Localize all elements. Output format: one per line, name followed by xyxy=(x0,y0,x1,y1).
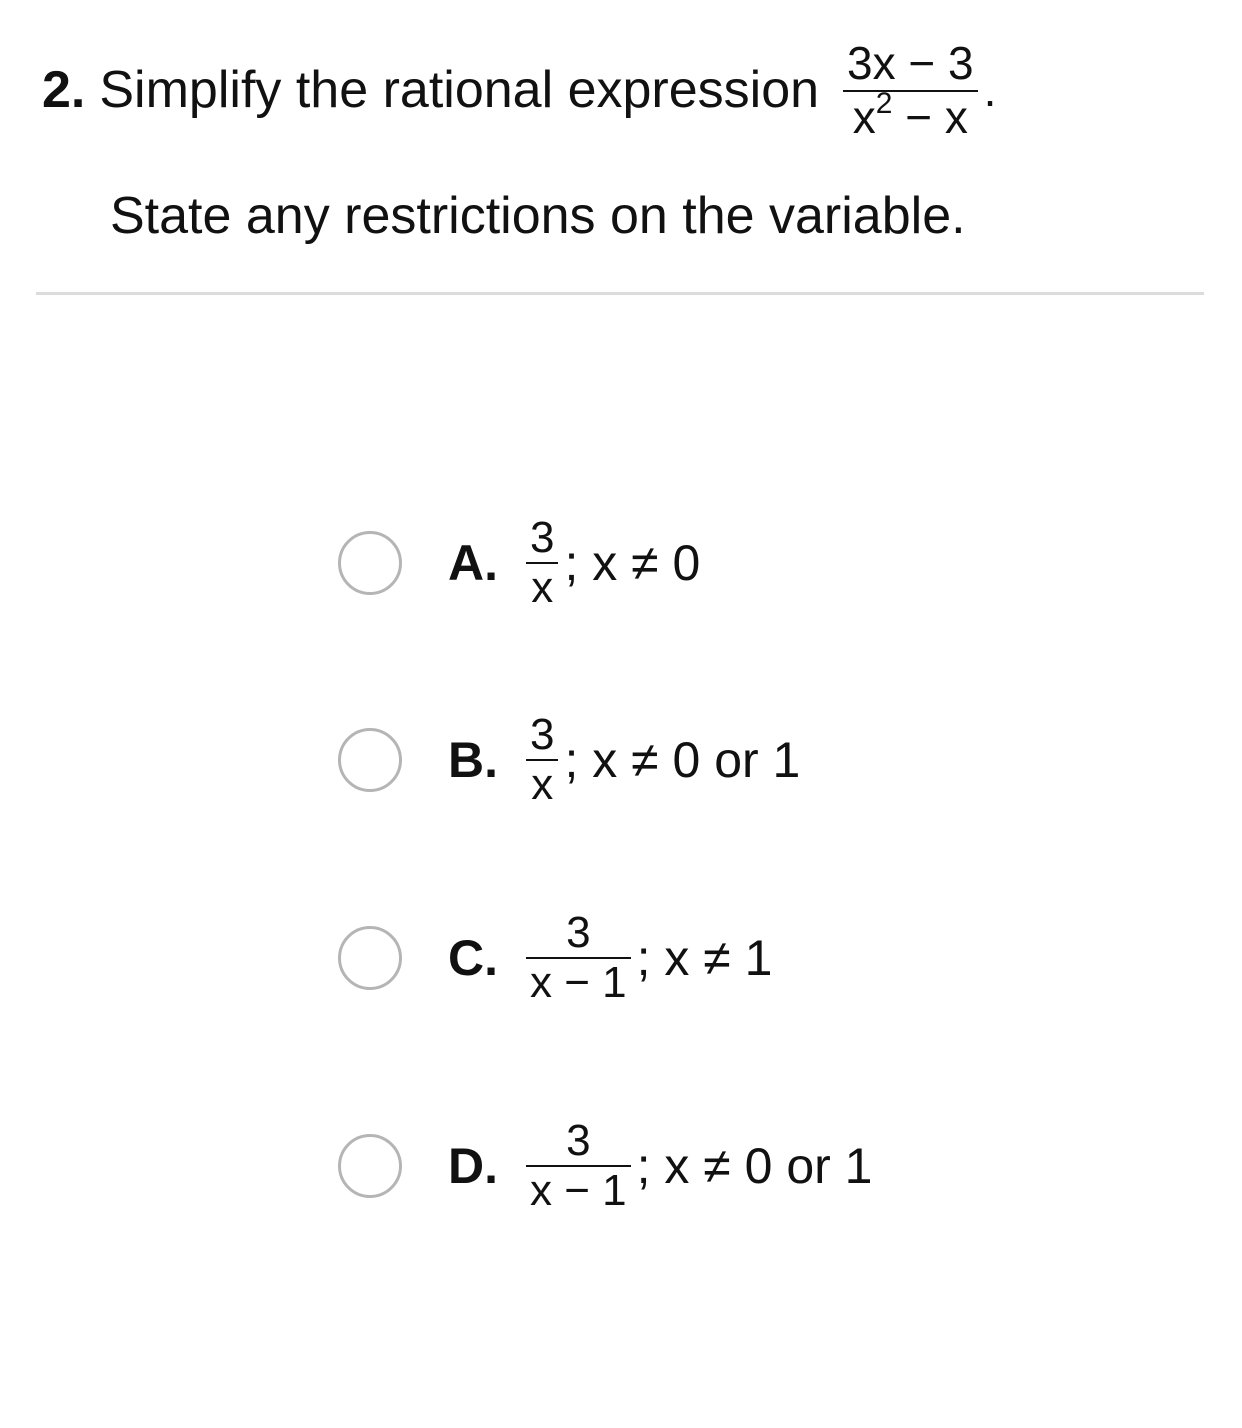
option-denominator: x xyxy=(531,760,554,809)
option-numerator: 3 xyxy=(530,710,555,759)
radio-button-c[interactable] xyxy=(338,926,402,990)
divider xyxy=(36,292,1204,295)
question-line xyxy=(42,37,997,143)
option-a[interactable] xyxy=(338,513,701,612)
option-letter: C. xyxy=(448,930,498,986)
question-number: 2. xyxy=(42,61,86,119)
denominator-base: x xyxy=(852,91,876,143)
option-numerator: 3 xyxy=(566,908,591,957)
option-fraction xyxy=(526,710,558,809)
option-fraction xyxy=(526,908,631,1007)
option-restriction: ; x ≠ 0 or 1 xyxy=(564,732,801,788)
option-b[interactable] xyxy=(338,710,801,809)
question-fraction-numerator: 3x − 3 xyxy=(847,37,974,89)
option-fraction xyxy=(526,513,558,612)
option-numerator: 3 xyxy=(566,1116,591,1165)
radio-button-d[interactable] xyxy=(338,1134,402,1198)
question-period: . xyxy=(983,64,997,116)
option-letter: D. xyxy=(448,1138,498,1194)
option-c[interactable] xyxy=(338,908,773,1007)
question-text: Simplify the rational expression xyxy=(99,61,820,119)
option-fraction xyxy=(526,1116,631,1215)
option-numerator: 3 xyxy=(530,513,555,562)
option-d[interactable] xyxy=(338,1116,873,1215)
option-restriction: ; x ≠ 1 xyxy=(636,930,773,986)
option-letter: A. xyxy=(448,535,498,591)
question-instruction: State any restrictions on the variable. xyxy=(110,187,966,245)
question-fraction xyxy=(843,37,978,143)
option-letter: B. xyxy=(448,732,498,788)
radio-button-b[interactable] xyxy=(338,728,402,792)
option-restriction: ; x ≠ 0 xyxy=(564,535,701,591)
option-denominator: x − 1 xyxy=(530,1166,627,1215)
option-denominator: x − 1 xyxy=(530,958,627,1007)
denominator-rest: − x xyxy=(892,91,968,143)
denominator-exponent: 2 xyxy=(875,87,893,120)
option-denominator: x xyxy=(531,563,554,612)
radio-button-a[interactable] xyxy=(338,531,402,595)
option-restriction: ; x ≠ 0 or 1 xyxy=(636,1138,873,1194)
question-fraction-denominator xyxy=(849,87,972,143)
